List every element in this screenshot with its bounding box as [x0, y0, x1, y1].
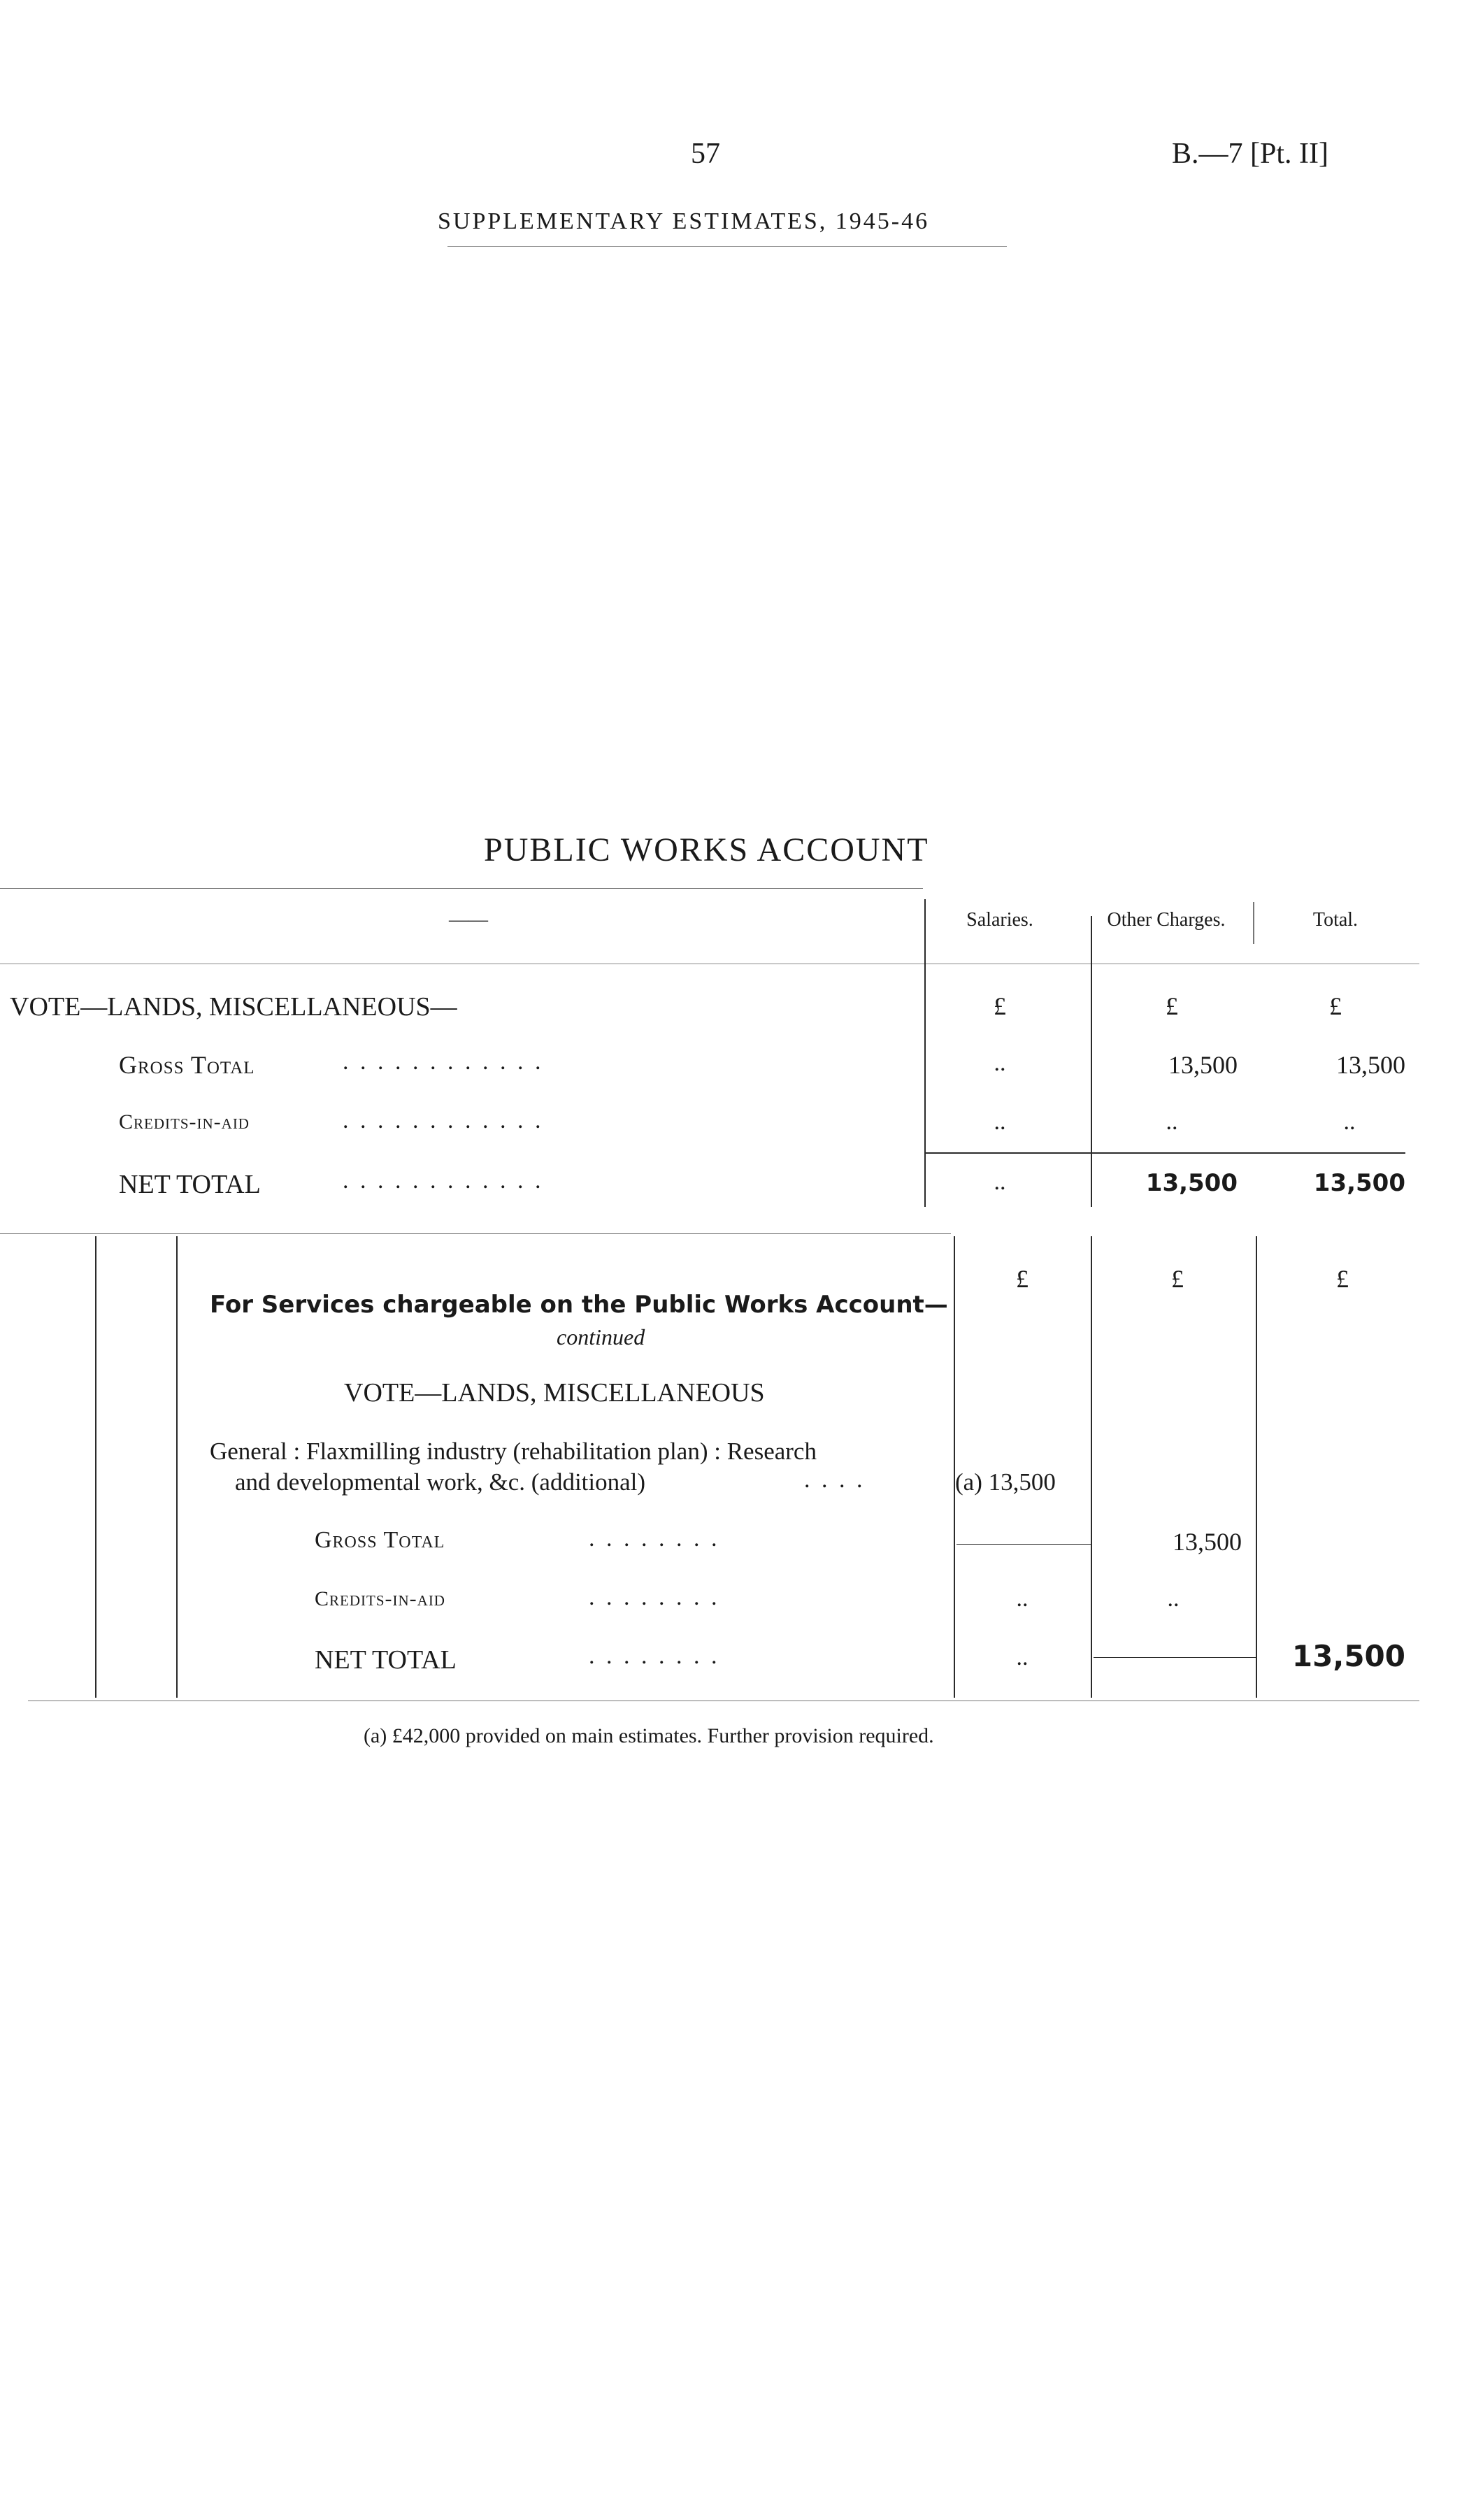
column-header-other-charges: Other Charges.: [1107, 909, 1226, 931]
document-reference: B.—7 [Pt. II]: [1172, 138, 1328, 170]
summary-currency-total: £: [1329, 992, 1342, 1020]
summary-credits-salaries: ..: [994, 1109, 1006, 1135]
detail-gross-other: 13,500: [1173, 1528, 1242, 1556]
column-header-description: ——: [449, 909, 488, 931]
item-description-line1: General : Flaxmilling industry (rehabilitation plan) : Research: [210, 1438, 817, 1465]
summary-leader-dots: . . . . . . . . . . . .: [343, 1108, 544, 1133]
summary-credits-total: ..: [1343, 1109, 1356, 1135]
column-header-salaries: Salaries.: [966, 909, 1033, 931]
detail-column-rule: [954, 1236, 955, 1698]
summary-net-other: 13,500: [1145, 1169, 1238, 1197]
detail-gross-total-label: Gross Total: [315, 1527, 445, 1553]
detail-margin-rule: [95, 1236, 96, 1698]
item-leader-dots: . . . .: [804, 1467, 866, 1493]
detail-net-total-label: NET TOTAL: [315, 1645, 457, 1675]
column-header-total: Total.: [1312, 909, 1359, 931]
item-amount: (a) 13,500: [955, 1468, 1056, 1496]
running-title: SUPPLEMENTARY ESTIMATES, 1945-46: [438, 208, 930, 234]
page-number: 57: [691, 138, 720, 170]
item-description-line2: and developmental work, &c. (additional): [235, 1468, 646, 1496]
summary-subtotal-rule: [924, 1152, 1405, 1154]
summary-column-rule: [1091, 916, 1092, 1207]
summary-net-total: 13,500: [1313, 1169, 1405, 1197]
detail-margin-rule: [176, 1236, 178, 1698]
summary-vote-heading: VOTE—LANDS, MISCELLANEOUS—: [10, 992, 457, 1022]
detail-credits-label: Credits-in-aid: [315, 1587, 445, 1610]
detail-column-rule: [1256, 1236, 1257, 1698]
detail-leader-dots: . . . . . . . .: [589, 1643, 720, 1669]
summary-gross-total: 13,500: [1336, 1051, 1405, 1079]
services-heading: For Services chargeable on the Public Works Account—: [210, 1291, 948, 1319]
summary-leader-dots: . . . . . . . . . . . .: [343, 1168, 544, 1194]
detail-leader-dots: . . . . . . . .: [589, 1526, 720, 1552]
summary-column-rule: [1253, 902, 1254, 944]
services-continued: continued: [557, 1324, 645, 1350]
detail-net-total: 13,500: [1291, 1639, 1405, 1673]
detail-currency-total: £: [1336, 1265, 1349, 1293]
detail-net-salaries: ..: [1016, 1645, 1029, 1670]
summary-top-rule: [0, 888, 923, 889]
section-title: PUBLIC WORKS ACCOUNT: [484, 831, 929, 868]
footnote: (a) £42,000 provided on main estimates. Further provision required.: [364, 1724, 934, 1747]
summary-currency-other: £: [1166, 992, 1178, 1020]
summary-net-salaries: ..: [994, 1169, 1006, 1195]
detail-vote-heading: VOTE—LANDS, MISCELLANEOUS: [344, 1378, 765, 1408]
summary-gross-other: 13,500: [1168, 1051, 1238, 1079]
summary-leader-dots: . . . . . . . . . . . .: [343, 1049, 544, 1075]
summary-gross-salaries: ..: [994, 1050, 1006, 1076]
detail-other-rule: [1094, 1657, 1256, 1658]
summary-currency-salaries: £: [994, 992, 1006, 1020]
detail-currency-other: £: [1171, 1265, 1184, 1293]
summary-credits-other: ..: [1166, 1109, 1178, 1135]
summary-gross-total-label: Gross Total: [119, 1051, 255, 1079]
detail-leader-dots: . . . . . . . .: [589, 1584, 720, 1610]
summary-net-total-label: NET TOTAL: [119, 1170, 261, 1199]
running-title-rule: [447, 246, 1007, 247]
detail-currency-salaries: £: [1016, 1265, 1029, 1293]
detail-credits-other: ..: [1167, 1586, 1180, 1612]
detail-top-rule: [0, 1233, 951, 1234]
detail-salaries-rule: [956, 1544, 1091, 1545]
summary-column-rule: [924, 899, 926, 1207]
detail-column-rule: [1091, 1236, 1092, 1698]
detail-credits-salaries: ..: [1016, 1586, 1029, 1612]
summary-credits-label: Credits-in-aid: [119, 1110, 250, 1133]
